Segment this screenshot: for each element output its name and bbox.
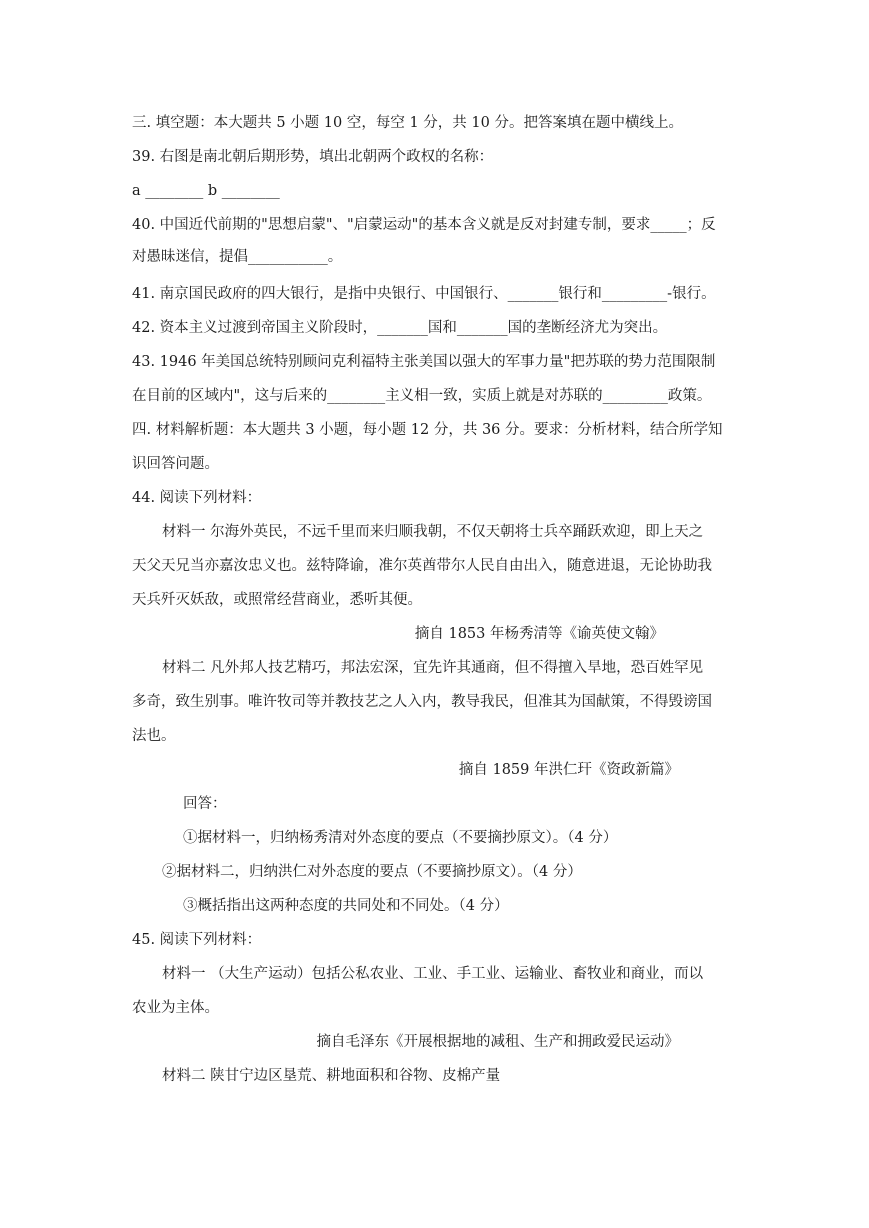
- question-41: 41. 南京国民政府的四大银行，是指中央银行、中国银行、_______银行和_________-银行。: [132, 286, 716, 302]
- material-1-line3: 天兵歼灭妖敌，或照常经营商业，悉听其便。: [132, 592, 422, 608]
- material-1-source: 摘自 1853 年杨秀清等《谕英使文翰》: [414, 626, 664, 642]
- sub-question-3: ③概括指出这两种态度的共同处和不同处。（4 分）: [183, 898, 509, 914]
- answer-label: 回答：: [183, 796, 227, 812]
- question-43-line1: 43. 1946 年美国总统特别顾问克利福特主张美国以强大的军事力量"把苏联的势力范围限制: [132, 354, 716, 370]
- material-2-line3: 法也。: [132, 728, 176, 744]
- material-4-line1: 材料二 陕甘宁边区垦荒、耕地面积和谷物、皮棉产量: [162, 1068, 501, 1084]
- question-40-line1: 40. 中国近代前期的"思想启蒙"、"启蒙运动"的基本含义就是反对封建专制，要求_____；反: [132, 217, 716, 233]
- material-2-line2: 多奇，致生别事。唯许牧司等并教技艺之人入内，教导我民，但准其为国献策，不得毁谤国: [132, 694, 712, 710]
- question-40-line2: 对愚昧迷信，提倡___________。: [132, 249, 343, 265]
- question-39: 39. 右图是南北朝后期形势，填出北朝两个政权的名称：: [132, 149, 494, 165]
- sub-question-2: ②据材料二，归纳洪仁对外态度的要点（不要摘抄原文）。（4 分）: [162, 864, 582, 880]
- material-1-line1: 材料一 尔海外英民，不远千里而来归顺我朝，不仅天朝将士兵卒踊跃欢迎，即上天之: [162, 524, 704, 540]
- material-2-line1: 材料二 凡外邦人技艺精巧，邦法宏深，宜先许其通商，但不得擅入旱地，恐百姓罕见: [162, 660, 704, 676]
- question-42: 42. 资本主义过渡到帝国主义阶段时，_______国和_______国的垄断经济尤为突出。: [132, 320, 668, 336]
- section-four-heading-line2: 识回答问题。: [132, 456, 219, 472]
- material-3-line1: 材料一 （大生产运动）包括公私农业、工业、手工业、运输业、畜牧业和商业，而以: [162, 966, 704, 982]
- section-four-heading-line1: 四. 材料解析题：本大题共 3 小题，每小题 12 分，共 36 分。要求：分析材料，结合所学知: [132, 422, 723, 438]
- question-44: 44. 阅读下列材料：: [132, 490, 262, 506]
- material-3-source: 摘自毛泽东《开展根据地的减租、生产和拥政爱民运动》: [316, 1034, 679, 1050]
- material-2-source: 摘自 1859 年洪仁玕《资政新篇》: [458, 762, 679, 778]
- question-45: 45. 阅读下列材料：: [132, 932, 262, 948]
- section-three-heading: 三. 填空题：本大题共 5 小题 10 空，每空 1 分，共 10 分。把答案填在题中横线上。: [132, 115, 683, 131]
- material-3-line2: 农业为主体。: [132, 1000, 219, 1016]
- question-39-blanks: a ________ b ________: [132, 183, 280, 199]
- sub-question-1: ①据材料一，归纳杨秀清对外态度的要点（不要摘抄原文）。（4 分）: [183, 830, 618, 846]
- question-43-line2: 在目前的区域内"，这与后来的________主义相一致，实质上就是对苏联的_________政策。: [132, 388, 712, 404]
- material-1-line2: 天父天兄当亦嘉汝忠义也。兹特降谕，准尔英酋带尔人民自由出入，随意进退，无论协助我: [132, 558, 712, 574]
